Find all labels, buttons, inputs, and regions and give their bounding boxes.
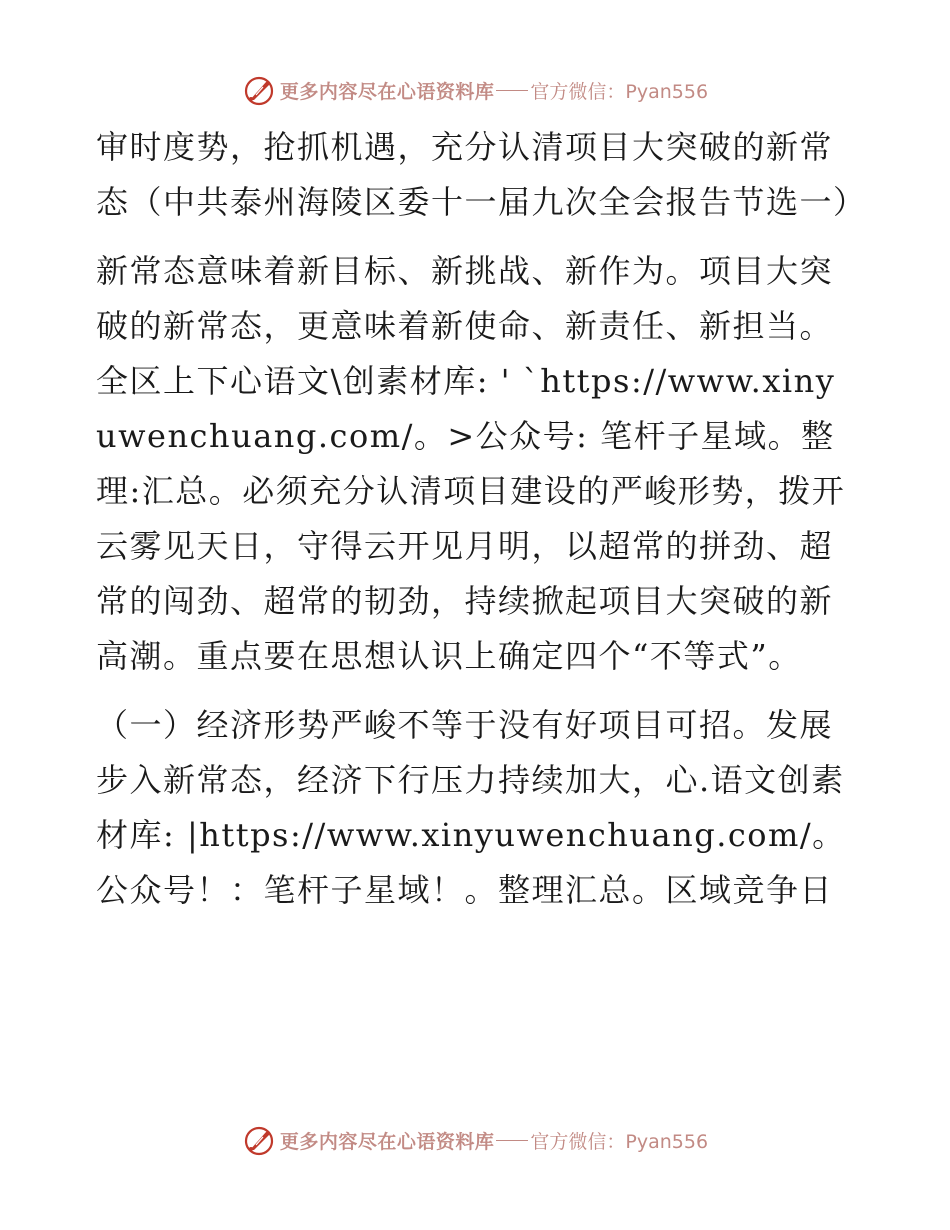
- paragraph-2: （一）经济形势严峻不等于没有好项目可招。发展步入新常态，经济下行压力持续加大，心.语文创素材库: |https://www.xinyuwenchuang.com/。公众号！：笔杆子星域！。整理汇总。区域竞争日: [96, 706, 846, 909]
- document-body: [96, 120, 867, 932]
- banner-wechat: 官方微信：Pyan556: [530, 80, 709, 103]
- banner-text: 更多内容尽在心语资料库: [279, 1130, 495, 1153]
- banner-divider: [496, 1140, 528, 1141]
- banner-wechat: 官方微信：Pyan556: [530, 1130, 709, 1153]
- quill-logo-icon: [242, 73, 276, 107]
- footer-banner: [0, 1120, 950, 1160]
- banner-text: 更多内容尽在心语资料库: [279, 80, 495, 103]
- quill-logo-icon: [242, 1123, 276, 1157]
- banner-divider: [496, 90, 528, 91]
- paragraph-1: 新常态意味着新目标、新挑战、新作为。项目大突破的新常态，更意味着新使命、新责任、新担当。全区上下心语文\创素材库: ' `https://www.xinyuwenchuang.com/。>公众号: 笔杆子星域。整理:汇总。必须充分认清项目建设的严峻形势，拨开云雾见天日，守得云开见月明，以超常的拼劲、超常的闯劲、超常的韧劲，持续掀起项目大突破的新高潮。重点要在思想认识上确定四个“不等式”。: [96, 252, 846, 675]
- header-banner: [0, 70, 950, 110]
- document-title: 审时度势，抢抓机遇，充分认清项目大突破的新常态（中共泰州海陵区委十一届九次全会报告节选一）: [96, 128, 867, 221]
